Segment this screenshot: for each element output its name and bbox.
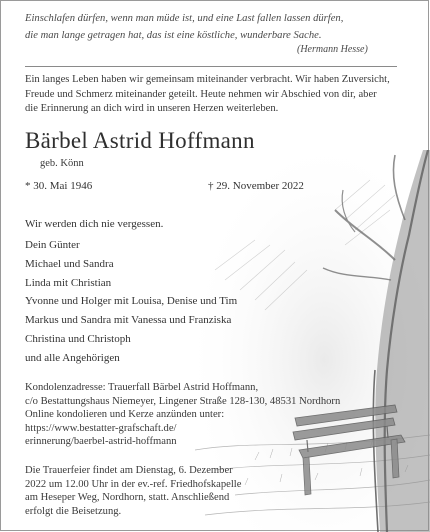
mourner-entry: Christina und Christoph [25,332,131,345]
mourner-entry: Michael und Sandra [25,257,114,270]
quote-line: die man lange getragen hat, das ist eine köstliche, wunderbare Sache. [25,29,322,41]
quote-text [25,11,395,44]
link-line[interactable]: erinnerung/baerbel-astrid-hoffmann [25,436,177,447]
birth-date: * 30. Mai 1946 [25,180,93,192]
quote-author: (Hermann Hesse) [297,44,368,55]
mourner-entry: Dein Günter [25,239,80,251]
farewell-line: Wir werden dich nie vergessen. [25,218,164,230]
condolence-link[interactable] [25,422,397,449]
mourner-entry: Linda mit Christian [25,276,112,289]
quote-line: Einschlafen dürfen, wenn man müde ist, und eine Last fallen lassen dürfen, [25,13,344,24]
intro-line: Freude und Schmerz miteinander geteilt. Heute nehmen wir Abschied von dir, aber [25,88,377,100]
online-text: Online kondolieren und Kerze anzünden unter: [25,409,225,420]
intro-text [25,73,407,117]
birth-name: geb. Könn [40,158,84,169]
contact-line: c/o Bestattungshaus Niemeyer, Lingener Straße 128-130, 48531 Nordhorn [25,395,341,407]
intro-line: die Erinnerung an dich wird in unseren Herzen weiterleben. [25,103,279,114]
mourner-entry: und alle Angehörigen [25,351,120,364]
mourners-list [25,236,237,368]
mourner-entry: Yvonne und Holger mit Louisa, Denise und Tim [25,295,238,308]
link-line[interactable]: https://www.bestatter-grafschaft.de/ [25,422,177,434]
ceremony-line: erfolgt die Beisetzung. [25,505,122,517]
divider [25,66,397,67]
online-condolence [25,408,397,449]
deceased-name: Bärbel Astrid Hoffmann [25,128,255,153]
ceremony-line: Die Trauerfeier findet am Dienstag, 6. Dezember [25,465,233,476]
ceremony-line: 2022 um 12.00 Uhr in der ev.-ref. Friedhofskapelle [25,478,242,490]
ceremony-line: am Heseper Weg, Nordhorn, statt. Anschließend [25,492,230,503]
funeral-details [25,464,397,518]
condolence-address [25,381,397,408]
death-date: † 29. November 2022 [208,180,304,192]
mourner-entry: Markus und Sandra mit Vanessa und Franziska [25,314,232,327]
intro-line: Ein langes Leben haben wir gemeinsam miteinander verbracht. Wir haben Zuversicht, [25,74,390,85]
contact-line: Kondolenzadresse: Trauerfall Bärbel Astrid Hoffmann, [25,382,259,393]
